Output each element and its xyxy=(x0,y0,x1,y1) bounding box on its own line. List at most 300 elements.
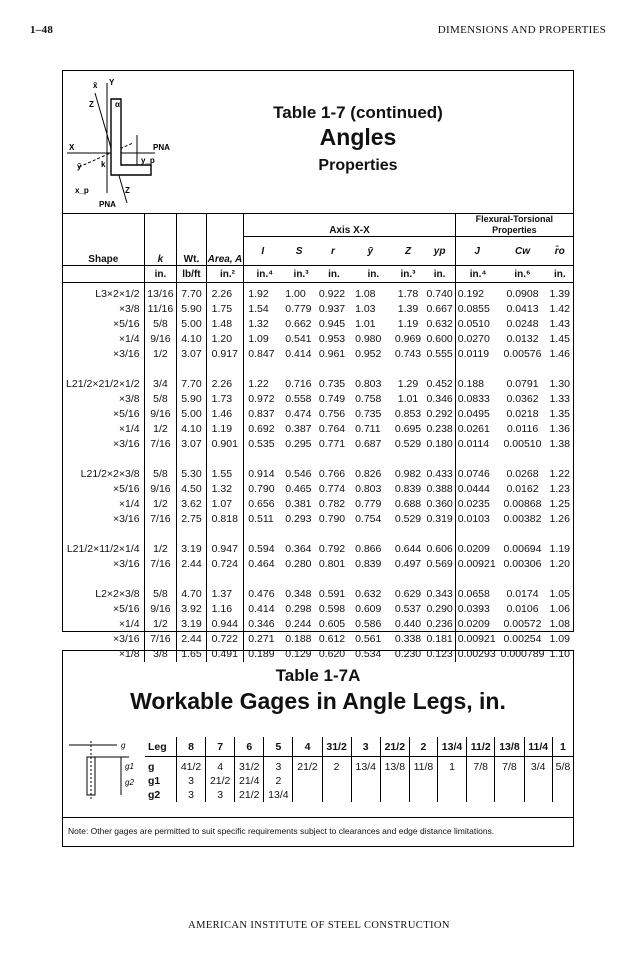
table-cell: ×3/16 xyxy=(113,438,140,450)
table-cell: 0.388 xyxy=(426,483,453,495)
table-row xyxy=(63,467,573,482)
gage-header-cell: 21/2 xyxy=(380,737,409,757)
table-cell: 0.529 xyxy=(394,438,422,450)
fig-label-xbar: x̄ xyxy=(93,81,98,90)
gage-cell xyxy=(409,774,437,788)
table-cell: 7.70 xyxy=(177,287,206,302)
table-cell: 1.08 xyxy=(355,288,376,300)
table-cell: 0.982 xyxy=(394,468,422,480)
table-cell: 0.853 xyxy=(394,408,422,420)
table-cell: 0.0444 xyxy=(455,482,498,497)
units-cell: in.² xyxy=(206,266,244,283)
table-cell: 0.594 xyxy=(244,542,281,557)
gage-header-cell: 5 xyxy=(264,737,293,757)
table-cell: 0.464 xyxy=(244,557,281,572)
table-cell: 1/2 xyxy=(144,617,177,632)
table-cell: 1.78 xyxy=(397,288,419,300)
table-cell: 1.23 xyxy=(549,483,570,495)
table-cell: 1.16 xyxy=(206,602,244,617)
table-cell: 1.19 xyxy=(397,318,419,330)
gage-cell xyxy=(437,774,466,788)
table-cell: 0.465 xyxy=(285,483,312,495)
table-cell: 0.292 xyxy=(426,408,453,420)
table-cell: 0.790 xyxy=(318,513,346,525)
table-cell: 1.39 xyxy=(397,303,419,315)
table-cell: 0.901 xyxy=(206,437,244,452)
table-cell: 1/2 xyxy=(144,542,177,557)
table-cell: 0.230 xyxy=(394,648,422,660)
table-cell: 3.92 xyxy=(177,602,206,617)
table-cell: 3.07 xyxy=(177,347,206,362)
col-group-flexural-torsional: Flexural-Torsional Properties xyxy=(455,214,573,237)
table-cell: 0.476 xyxy=(244,587,281,602)
table-cell: 0.692 xyxy=(244,422,281,437)
table-cell: 1.01 xyxy=(355,318,376,330)
table-cell: 1.43 xyxy=(549,318,570,330)
table-cell: 1.25 xyxy=(549,498,570,510)
table-cell: 0.244 xyxy=(285,618,312,630)
table-cell: 0.632 xyxy=(355,588,382,600)
table-cell: 0.947 xyxy=(206,542,244,557)
table-cell: 0.837 xyxy=(244,407,281,422)
table-cell: 0.381 xyxy=(285,498,312,510)
table-cell: 1/2 xyxy=(144,347,177,362)
table-cell: 0.803 xyxy=(355,378,382,390)
table-cell: 1.48 xyxy=(206,317,244,332)
units-cell: in. xyxy=(367,268,380,280)
table-cell: 0.743 xyxy=(394,348,422,360)
units-cell: in.⁶ xyxy=(514,268,531,280)
table-cell: 0.348 xyxy=(285,588,312,600)
table-cell: 2.44 xyxy=(177,557,206,572)
gage-cell xyxy=(495,774,524,788)
table-cell: 0.937 xyxy=(318,303,346,315)
table-cell: 0.758 xyxy=(355,393,382,405)
table-cell: 0.953 xyxy=(318,333,346,345)
table-cell: ×5/16 xyxy=(113,408,140,420)
gage-header-cell: 11/2 xyxy=(467,737,495,757)
table-cell: ×5/16 xyxy=(113,603,140,615)
table-cell: 3.07 xyxy=(177,437,206,452)
table-cell: 0.238 xyxy=(426,423,453,435)
gage-header-cell: 7 xyxy=(206,737,235,757)
fig-label-ybar: ȳ xyxy=(77,162,82,171)
gage-cell: 1 xyxy=(437,757,466,775)
gage-cell: 21/2 xyxy=(293,757,322,775)
table-cell: 1.08 xyxy=(549,618,570,630)
table-cell: 0.433 xyxy=(426,468,453,480)
table-cell: 0.612 xyxy=(318,633,346,645)
units-cell: in.⁴ xyxy=(455,266,498,283)
units-cell: in. xyxy=(144,266,177,283)
table-cell: 0.754 xyxy=(355,513,382,525)
table-cell: 0.839 xyxy=(394,483,422,495)
table-cell: 1.73 xyxy=(206,392,244,407)
table-cell: 0.319 xyxy=(426,513,453,525)
table-cell: 1.45 xyxy=(549,333,570,345)
gage-cell xyxy=(409,788,437,802)
table-cell: 1.37 xyxy=(206,587,244,602)
gage-header-cell: 6 xyxy=(235,737,264,757)
gage-cell xyxy=(524,774,552,788)
gage-header-row xyxy=(145,737,573,757)
group-spacer xyxy=(63,362,573,377)
table-cell: 1.00 xyxy=(285,288,306,300)
table-cell: 2.26 xyxy=(206,377,244,392)
table-cell: 0.0495 xyxy=(455,407,498,422)
gage-row xyxy=(145,774,573,788)
table-cell: 0.346 xyxy=(426,393,453,405)
fig-label-z-bottom: Z xyxy=(125,186,130,195)
table-cell: 4.50 xyxy=(177,482,206,497)
table-cell: 0.0106 xyxy=(506,603,539,615)
table-cell: 0.0261 xyxy=(455,422,498,437)
col-i: I xyxy=(244,237,281,266)
table-cell: 1.75 xyxy=(206,302,244,317)
table-cell: ×3/16 xyxy=(113,513,140,525)
gage-header-cell: 4 xyxy=(293,737,322,757)
table-cell: 0.569 xyxy=(426,558,453,570)
group-spacer xyxy=(63,572,573,587)
page-footer: AMERICAN INSTITUTE OF STEEL CONSTRUCTION xyxy=(188,920,450,931)
col-ro: r̄o xyxy=(554,245,565,257)
table-cell: 0.644 xyxy=(394,543,422,555)
table-cell: 1.22 xyxy=(244,377,281,392)
table-cell: 0.387 xyxy=(285,423,312,435)
table-cell: 4.10 xyxy=(177,332,206,347)
table-row xyxy=(63,377,573,392)
gage-cell xyxy=(437,788,466,802)
table-row xyxy=(63,482,573,497)
fig-label-xp: x_p xyxy=(75,186,89,195)
table-cell: 0.972 xyxy=(244,392,281,407)
table-cell: 0.00921 xyxy=(455,632,498,647)
table-cell: 0.591 xyxy=(318,588,346,600)
group-spacer xyxy=(63,527,573,542)
table-1-7-box xyxy=(62,70,574,660)
fig-label-y-top: Y xyxy=(109,78,115,87)
table-cell: 0.0132 xyxy=(506,333,539,345)
table-cell: 0.00572 xyxy=(503,618,542,630)
table-cell: 0.0235 xyxy=(455,497,498,512)
workable-gages-table xyxy=(145,737,573,802)
table-cell: ×3/16 xyxy=(113,558,140,570)
table-cell: 5.90 xyxy=(177,302,206,317)
gage-cell xyxy=(467,788,495,802)
table-cell: 0.756 xyxy=(318,408,346,420)
table-cell: 0.0174 xyxy=(506,588,539,600)
table-cell: 0.541 xyxy=(285,333,312,345)
table-cell: 1.32 xyxy=(244,317,281,332)
table-cell: 0.295 xyxy=(285,438,312,450)
table-cell: 0.779 xyxy=(355,498,382,510)
table-cell: 1/2 xyxy=(144,422,177,437)
table-cell: 0.529 xyxy=(394,513,422,525)
table-cell: 0.0393 xyxy=(455,602,498,617)
table-cell: 5.00 xyxy=(177,407,206,422)
table-cell: 1.01 xyxy=(397,393,419,405)
gage-row xyxy=(145,757,573,775)
table-cell: 1.30 xyxy=(549,378,570,390)
table-cell: 7/16 xyxy=(144,512,177,527)
table-cell: 0.917 xyxy=(206,347,244,362)
table-cell: 0.00694 xyxy=(503,543,542,555)
gage-cell xyxy=(380,788,409,802)
table-row xyxy=(63,497,573,512)
table-cell: 1.35 xyxy=(549,408,570,420)
table-cell: 1.29 xyxy=(397,378,419,390)
table-cell: 0.0746 xyxy=(455,467,498,482)
table-cell: ×3/8 xyxy=(118,393,140,405)
gage-cell: 3/4 xyxy=(524,757,552,775)
table-cell: 0.298 xyxy=(285,603,312,615)
page-number: 1–48 xyxy=(30,24,54,36)
table-cell: 0.0209 xyxy=(455,617,498,632)
table-cell: 2.26 xyxy=(206,287,244,302)
table-cell: 0.364 xyxy=(285,543,312,555)
table-row xyxy=(63,437,573,452)
col-z: Z xyxy=(404,245,412,257)
gage-cell xyxy=(467,774,495,788)
gage-cell: 13/4 xyxy=(264,788,293,802)
gage-header-cell: 13/8 xyxy=(495,737,524,757)
table-cell: 1.22 xyxy=(549,468,570,480)
table-cell: 0.000789 xyxy=(500,648,545,660)
table-1-7a-subtitle: Workable Gages in Angle Legs, in. xyxy=(130,688,506,714)
table-row xyxy=(63,347,573,362)
table-1-7a-box xyxy=(62,650,574,847)
gage-header-cell: 13/4 xyxy=(437,737,466,757)
gage-cell: 3 xyxy=(264,757,293,775)
table-cell: 1.46 xyxy=(549,348,570,360)
table-cell: 0.129 xyxy=(285,648,312,660)
table-cell: 0.914 xyxy=(244,467,281,482)
table-cell: 3.19 xyxy=(177,617,206,632)
table-cell: ×1/4 xyxy=(118,333,140,345)
table-cell: 0.826 xyxy=(355,468,382,480)
col-s: S xyxy=(295,245,303,257)
gage-cell: 3 xyxy=(177,788,206,802)
table-cell: ×3/16 xyxy=(113,348,140,360)
gage-cell: 4 xyxy=(206,757,235,775)
table-row xyxy=(63,542,573,557)
table-cell: 7/16 xyxy=(144,557,177,572)
table-cell: 0.716 xyxy=(285,378,312,390)
table-cell: 0.537 xyxy=(394,603,422,615)
table-cell: ×5/16 xyxy=(113,318,140,330)
fig-label-pna-bottom: PNA xyxy=(99,200,116,209)
units-cell: in.³ xyxy=(293,268,309,280)
table-cell: 0.0114 xyxy=(455,437,498,452)
gage-cell: g1 xyxy=(148,775,161,787)
table-cell: 0.511 xyxy=(244,512,281,527)
gage-cell: 7/8 xyxy=(495,757,524,775)
table-cell: 0.0248 xyxy=(506,318,539,330)
gage-cell: 13/8 xyxy=(380,757,409,775)
table-cell: 0.0103 xyxy=(455,512,498,527)
gage-cell xyxy=(552,788,573,802)
col-yp: yp xyxy=(433,245,446,257)
table-row xyxy=(63,422,573,437)
table-row xyxy=(63,407,573,422)
gage-row xyxy=(145,788,573,802)
table-cell: 5/8 xyxy=(144,587,177,602)
table-cell: 0.0162 xyxy=(506,483,539,495)
table-cell: ×1/4 xyxy=(118,423,140,435)
fig-label-z-top: Z xyxy=(89,100,94,109)
col-group-axis-xx: Axis X-X xyxy=(244,214,455,237)
units-cell: in. xyxy=(433,268,446,280)
gage-header-cell: Leg xyxy=(145,737,177,757)
table-cell: 5.90 xyxy=(177,392,206,407)
table-cell: L21/2×21/2×1/2 xyxy=(66,378,140,390)
table-cell: 1.07 xyxy=(206,497,244,512)
table-row xyxy=(63,557,573,572)
table-cell: 5.30 xyxy=(177,467,206,482)
table-cell: 0.722 xyxy=(206,632,244,647)
table-cell: ×1/4 xyxy=(118,498,140,510)
table-cell: 0.609 xyxy=(355,603,382,615)
gage-header-cell: 1 xyxy=(552,737,573,757)
table-cell: 0.687 xyxy=(355,438,382,450)
table-cell: 1.20 xyxy=(206,332,244,347)
fig-label-yp: y_p xyxy=(141,156,155,165)
table-cell: 0.271 xyxy=(244,632,281,647)
table-1-7a-note: Note: Other gages are permitted to suit specific requirements subject to clearances and edge distance limitations. xyxy=(63,817,573,836)
table-cell: 0.535 xyxy=(244,437,281,452)
gage-header-cell: 11/4 xyxy=(524,737,552,757)
table-cell: 0.0510 xyxy=(455,317,498,332)
gage-cell xyxy=(322,774,351,788)
table-cell: 0.766 xyxy=(318,468,346,480)
table-cell: 0.192 xyxy=(455,287,498,302)
table-cell: 0.586 xyxy=(355,618,382,630)
table-cell: 1.46 xyxy=(206,407,244,422)
table-row xyxy=(63,302,573,317)
table-cell: 0.00868 xyxy=(503,498,542,510)
table-cell: 9/16 xyxy=(144,482,177,497)
table-cell: 1.55 xyxy=(206,467,244,482)
table-row xyxy=(63,587,573,602)
table-cell: 1.10 xyxy=(549,648,570,660)
table-cell: L3×2×1/2 xyxy=(95,288,140,300)
table-row xyxy=(63,512,573,527)
table-cell: L21/2×2×3/8 xyxy=(80,468,140,480)
table-cell: 0.181 xyxy=(426,633,453,645)
gage-cell: 21/4 xyxy=(235,774,264,788)
angle-section-figure xyxy=(67,75,185,211)
table-cell: 0.414 xyxy=(244,602,281,617)
gage-cell: 13/4 xyxy=(351,757,380,775)
table-cell: 0.497 xyxy=(394,558,422,570)
table-cell: 1.09 xyxy=(244,332,281,347)
table-cell: 1/2 xyxy=(144,497,177,512)
gage-figure xyxy=(67,737,141,801)
table-cell: 7/16 xyxy=(144,632,177,647)
table-cell: 7.70 xyxy=(177,377,206,392)
fig-label-alpha: α xyxy=(115,100,120,109)
table-cell: 0.189 xyxy=(244,647,281,662)
running-header: DIMENSIONS AND PROPERTIES xyxy=(437,24,606,36)
table-row xyxy=(63,632,573,647)
table-cell: 0.662 xyxy=(285,318,312,330)
table-cell: 0.534 xyxy=(355,648,382,660)
table-row xyxy=(63,602,573,617)
gage-cell: g2 xyxy=(148,789,161,801)
table-cell: 2.44 xyxy=(177,632,206,647)
gage-cell: 21/2 xyxy=(206,774,235,788)
table-cell: 0.280 xyxy=(285,558,312,570)
table-cell: 0.818 xyxy=(206,512,244,527)
table-cell: 0.0270 xyxy=(455,332,498,347)
table-cell: 0.0908 xyxy=(506,288,539,300)
table-cell: 0.346 xyxy=(244,617,281,632)
table-cell: 0.774 xyxy=(318,483,346,495)
table-cell: 0.839 xyxy=(355,558,382,570)
gage-header-cell: 31/2 xyxy=(322,737,351,757)
table-cell: 0.0268 xyxy=(506,468,539,480)
table-cell: 0.620 xyxy=(318,648,346,660)
table-cell: 1.09 xyxy=(549,633,570,645)
table-cell: 13/16 xyxy=(144,287,177,302)
col-wt: Wt. xyxy=(177,214,206,266)
table-cell: 0.961 xyxy=(318,348,346,360)
table-cell: 0.0855 xyxy=(455,302,498,317)
table-row xyxy=(63,617,573,632)
table-cell: 5.00 xyxy=(177,317,206,332)
table-cell: 0.779 xyxy=(285,303,312,315)
table-cell: 0.474 xyxy=(285,408,312,420)
table-cell: ×1/4 xyxy=(118,618,140,630)
table-cell: 0.606 xyxy=(426,543,453,555)
table-1-7a-title: Table 1-7A xyxy=(275,666,361,685)
table-cell: 0.598 xyxy=(318,603,346,615)
gage-cell: 5/8 xyxy=(552,757,573,775)
group-spacer xyxy=(63,452,573,467)
col-r: r xyxy=(331,245,335,257)
table-cell: 0.792 xyxy=(318,543,346,555)
table-cell: 0.561 xyxy=(355,633,382,645)
table-cell: 1.42 xyxy=(549,303,570,315)
gage-cell: 2 xyxy=(322,757,351,775)
table-row xyxy=(63,317,573,332)
gage-cell: 3 xyxy=(206,788,235,802)
units-row xyxy=(63,266,573,283)
table-cell: 9/16 xyxy=(144,602,177,617)
table-cell: 0.632 xyxy=(426,318,453,330)
gage-cell: 31/2 xyxy=(235,757,264,775)
table-cell: 0.803 xyxy=(355,483,382,495)
gage-cell xyxy=(293,788,322,802)
table-cell: 0.293 xyxy=(285,513,312,525)
gage-cell: g xyxy=(148,761,155,773)
table-cell: 0.414 xyxy=(285,348,312,360)
table-cell: 0.0218 xyxy=(506,408,539,420)
fig-label-g2: g2 xyxy=(125,778,134,787)
fig-label-pna-right: PNA xyxy=(153,143,170,152)
table-cell: 0.00382 xyxy=(503,513,542,525)
col-cw: Cw xyxy=(515,245,530,257)
table-cell: 0.452 xyxy=(426,378,453,390)
table-cell: 1.33 xyxy=(549,393,570,405)
table-cell: 0.735 xyxy=(355,408,382,420)
table-row xyxy=(63,392,573,407)
angle-properties-table xyxy=(63,213,573,662)
table-cell: 4.70 xyxy=(177,587,206,602)
table-cell: ×5/16 xyxy=(113,483,140,495)
table-cell: 0.00254 xyxy=(503,633,542,645)
table-cell: 1.32 xyxy=(206,482,244,497)
